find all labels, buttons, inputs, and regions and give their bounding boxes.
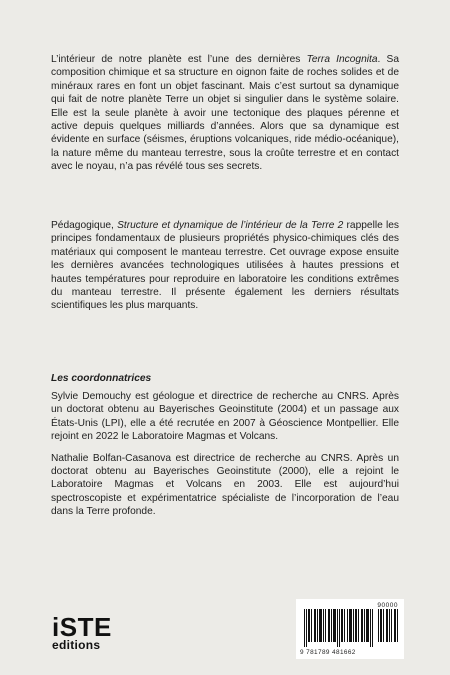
bio-demouchy: Sylvie Demouchy est géologue et directrice de recherche au CNRS. Après un doctorat obtenu au Bayerisches Geoinstitute (2004) et un passage aux États-Unis (LPI), elle a été recrutée en 2007 à Géoscience Montpellier. Elle rejoint en 2022 le Laboratoire Magmas et Volcans. (51, 391, 399, 443)
barcode-bars-addon (378, 609, 398, 642)
coordinators-heading: Les coordonnatrices (51, 373, 152, 384)
bio-bolfan-casanova: Nathalie Bolfan-Casanova est directrice de recherche au CNRS. Après un doctorat obtenu au Bayerisches Geoinstitute (2000), elle a rejoint le Laboratoire Magmas et Volcans en 2003. Elle est aujourd’hui spectroscopiste et expérimentatrice spécialiste de l’incorporation de l’eau dans la Terre profonde. (51, 452, 399, 518)
pedagogical-paragraph (51, 219, 399, 321)
isbn-barcode (296, 599, 404, 659)
logo-editions-text: editions (52, 638, 101, 652)
book-title: Structure et dynamique de l’intérieur de la Terre 2 (117, 220, 344, 231)
publisher-logo (52, 614, 116, 654)
logo-iste-text: iSTE (52, 612, 112, 642)
pedago-lead: Pédagogique, (51, 220, 118, 231)
price-code: 90000 (377, 602, 398, 609)
intro-text: L’intérieur de notre planète est l’une des dernières Terra Incognita. Sa composition chimique et sa structure en oignon faite de roches solides et de minéraux rares en font un objet fascinant. Mais c’est surtout sa dynamique qui fait de notre planète Terre un objet si singulier dans le système solaire. Elle est la seule planète à avoir une tectonique des plaques pérenne et active depuis quelques milliards d’années. Alors que sa dynamique est évidente en surface (séismes, éruptions volcaniques, ride médio-océanique), la nature même du manteau terrestre, sous la croûte terrestre et en contact avec le noyau, n’a pas révélé tous ses secrets. (51, 54, 399, 173)
isbn-digits: 9 781789 481662 (300, 649, 356, 656)
barcode-bars-main (304, 609, 376, 647)
terra-incognita-emphasis: Terra Incognita (306, 54, 378, 65)
pedago-rest: rappelle les principes fondamentaux de plusieurs propriétés physico-chimiques clés des matériaux qui composent le manteau terrestre. Cet ouvrage expose ensuite les dernières avancées technologiques utilisées à hautes pressions et hautes températures pour reproduire en laboratoire les conditions extrêmes du manteau terrestre. Il présente également les derniers résultats scientifiques les plus marquants. (51, 220, 399, 312)
intro-paragraph (51, 53, 399, 182)
coordinators-bios (51, 390, 399, 527)
